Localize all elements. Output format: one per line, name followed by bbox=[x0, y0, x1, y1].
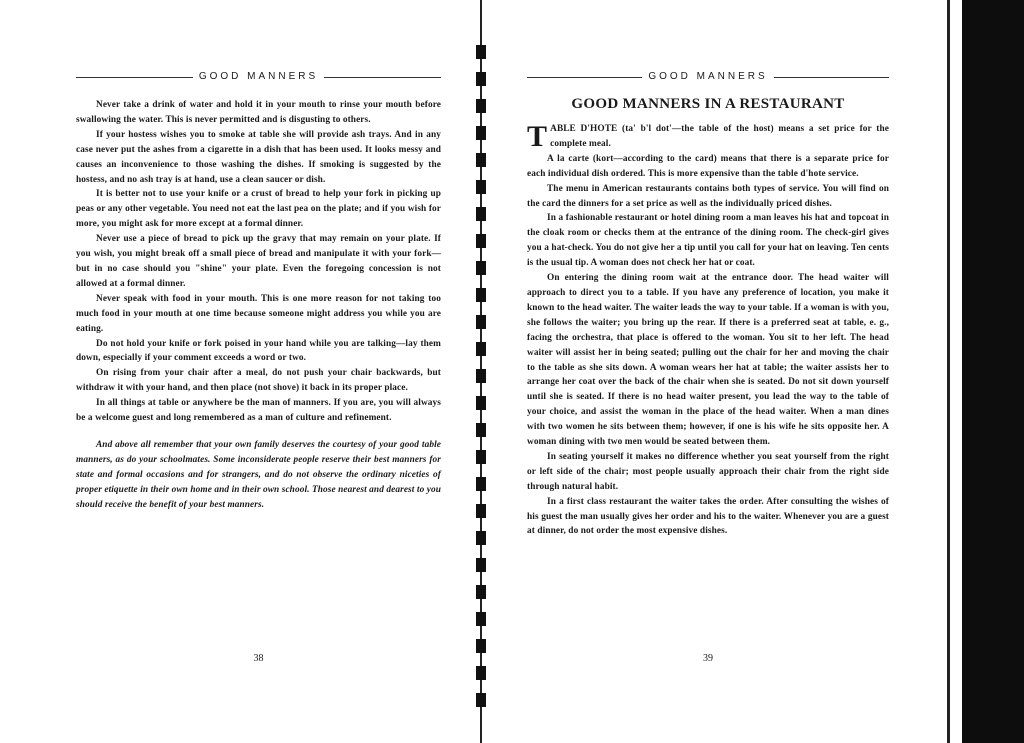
running-head-right bbox=[527, 70, 889, 85]
paragraph: In a fashionable restaurant or hotel dining room a man leaves his hat and topcoat in the cloak room or checks them at the entrance of the dining room. The check-girl gives you a hat-check. You do not give her a tip until you call for your hat on leaving. Ten cents is the usual tip. A woman does not check her hat or coat. bbox=[527, 213, 889, 269]
binding-hole bbox=[476, 693, 486, 707]
binding-hole bbox=[476, 639, 486, 653]
paragraph: In all things at table or anywhere be the man of manners. If you are, you will always be a welcome guest and long remembered as a man of culture and refinement. bbox=[76, 398, 441, 424]
paragraph: Never take a drink of water and hold it in your mouth to rinse your mouth before swallowing the water. This is never permitted and is disgusting to others. bbox=[76, 100, 441, 125]
paragraph: It is better not to use your knife or a crust of bread to help your fork in picking up peas or any other vegetable. You need not eat the last pea on the plate; and if you wish for more, you might ask for more except at a formal dinner. bbox=[76, 189, 441, 230]
binding-hole bbox=[476, 558, 486, 572]
binding-hole bbox=[476, 99, 486, 113]
paragraph: Never use a piece of bread to pick up the gravy that may remain on your plate. If you wish, you might break off a small piece of bread and manipulate it with your fork—but in no case should you "shine" your plate. Even the foregoing concession is not allowed at a formal dinner. bbox=[76, 234, 441, 289]
running-head-text: GOOD MANNERS bbox=[198, 71, 319, 82]
binding-hole bbox=[476, 504, 486, 518]
paragraph: If your hostess wishes you to smoke at table she will provide ash trays. And in any case never put the ashes from a cigarette in a dish that has been used. It looks messy and causes an inconvenience to those washing the dishes. If smoking is suggested by the hostess, and no ash tray is at hand, use a clean saucer or dish. bbox=[76, 129, 441, 185]
chapter-title: GOOD MANNERS IN A RESTAURANT bbox=[571, 96, 845, 112]
first-paragraph-text: ABLE D'HOTE (ta' b'l dot'—the table of the host) means a set price for the complete meal. bbox=[550, 124, 889, 149]
right-page-body bbox=[527, 122, 889, 539]
binding-hole bbox=[476, 531, 486, 545]
page-number-left: 38 bbox=[253, 653, 264, 664]
running-head-text: GOOD MANNERS bbox=[648, 71, 768, 82]
binding-hole bbox=[476, 423, 486, 437]
binding-hole bbox=[476, 207, 486, 221]
spiral-binding bbox=[470, 0, 494, 743]
scan-edge bbox=[962, 0, 1024, 743]
paragraph: In a first class restaurant the waiter takes the order. After consulting the wishes of his guest the man usually gives her order and his to the waiter. Whenever you are a guest at dinner, do not order the most expensive dishes. bbox=[527, 496, 889, 537]
paragraph: On rising from your chair after a meal, do not push your chair backwards, but withdraw it with your hand, and then place (not shove) it back in its proper place. bbox=[76, 368, 441, 394]
binding-hole bbox=[476, 369, 486, 383]
binding-hole bbox=[476, 180, 486, 194]
running-head-left bbox=[76, 70, 441, 85]
closing-paragraph: And above all remember that your own family deserves the courtesy of your good table manners, as do your schoolmates. Some inconsiderate people reserve their best manners for state and formal occasions and for strangers, and do not observe the ordinary niceties of proper etiquette in their own home and in their own school. Those nearest and dearest to you should receive the benefit of your best manners. bbox=[76, 439, 441, 510]
rule-left-a bbox=[76, 77, 193, 78]
binding-hole bbox=[476, 585, 486, 599]
binding-hole bbox=[476, 126, 486, 140]
binding-hole bbox=[476, 261, 486, 275]
binding-hole bbox=[476, 315, 486, 329]
binding-hole bbox=[476, 612, 486, 626]
page-number-right: 39 bbox=[703, 653, 713, 664]
rule-right-a bbox=[527, 77, 642, 78]
left-page-body bbox=[76, 98, 441, 512]
binding-hole bbox=[476, 72, 486, 86]
binding-hole bbox=[476, 45, 486, 59]
paragraph: A la carte (kort—according to the card) means that there is a separate price for each individual dish ordered. This is more expensive than the table d'hote service. bbox=[527, 153, 889, 179]
rule-right-b bbox=[774, 77, 889, 78]
binding-hole bbox=[476, 666, 486, 680]
binding-hole bbox=[476, 342, 486, 356]
paragraph: On entering the dining room wait at the entrance door. The head waiter will approach to direct you to a table. If you have any preference of location, you make it known to the head waiter. The waiter leads the way to your table. If a woman is with you, she follows the waiter; you bring up the rear. If there is a preferred seat at table, e. g., facing the orchestra, that place is offered to the woman. You sit to her left. The head waiter will assist her in being seated; pulling out the chair for her and moving the chair to the table as she sits down. A woman wears her hat at table; the waiter assists her to arrange her coat over the back of the chair when she is seated. Do not sit down yourself until she is seated. If there is no head waiter present, you lead the way to the table of your choice, and assist the woman in the place of the head waiter. When a man dines with two women he sits between them; however, if one is his wife he sits opposite her. A woman dining with two men would be seated between them. bbox=[527, 273, 889, 448]
paragraph: The menu in American restaurants contains both types of service. You will find on the card the dinners for a set price as well as the individually priced dishes. bbox=[527, 183, 889, 209]
binding-hole bbox=[476, 234, 486, 248]
paragraph: In seating yourself it makes no difference whether you seat yourself from the right or left side of the chair; most people usually approach their chair from the right side through natural habit. bbox=[527, 451, 889, 492]
binding-hole bbox=[476, 477, 486, 491]
page-edge-line bbox=[947, 0, 950, 743]
binding-hole bbox=[476, 450, 486, 464]
binding-hole bbox=[476, 153, 486, 167]
rule-left-b bbox=[324, 77, 441, 78]
first-paragraph bbox=[527, 122, 889, 152]
paragraph: Do not hold your knife or fork poised in your hand while you are talking—lay them down, especially if your comment exceeds a word or two. bbox=[76, 338, 441, 364]
binding-hole bbox=[476, 288, 486, 302]
drop-cap: T bbox=[527, 120, 548, 153]
paragraph: Never speak with food in your mouth. This is one more reason for not taking too much food in your mouth at one time because someone might address you while you are eating. bbox=[76, 293, 441, 334]
binding-hole bbox=[476, 396, 486, 410]
